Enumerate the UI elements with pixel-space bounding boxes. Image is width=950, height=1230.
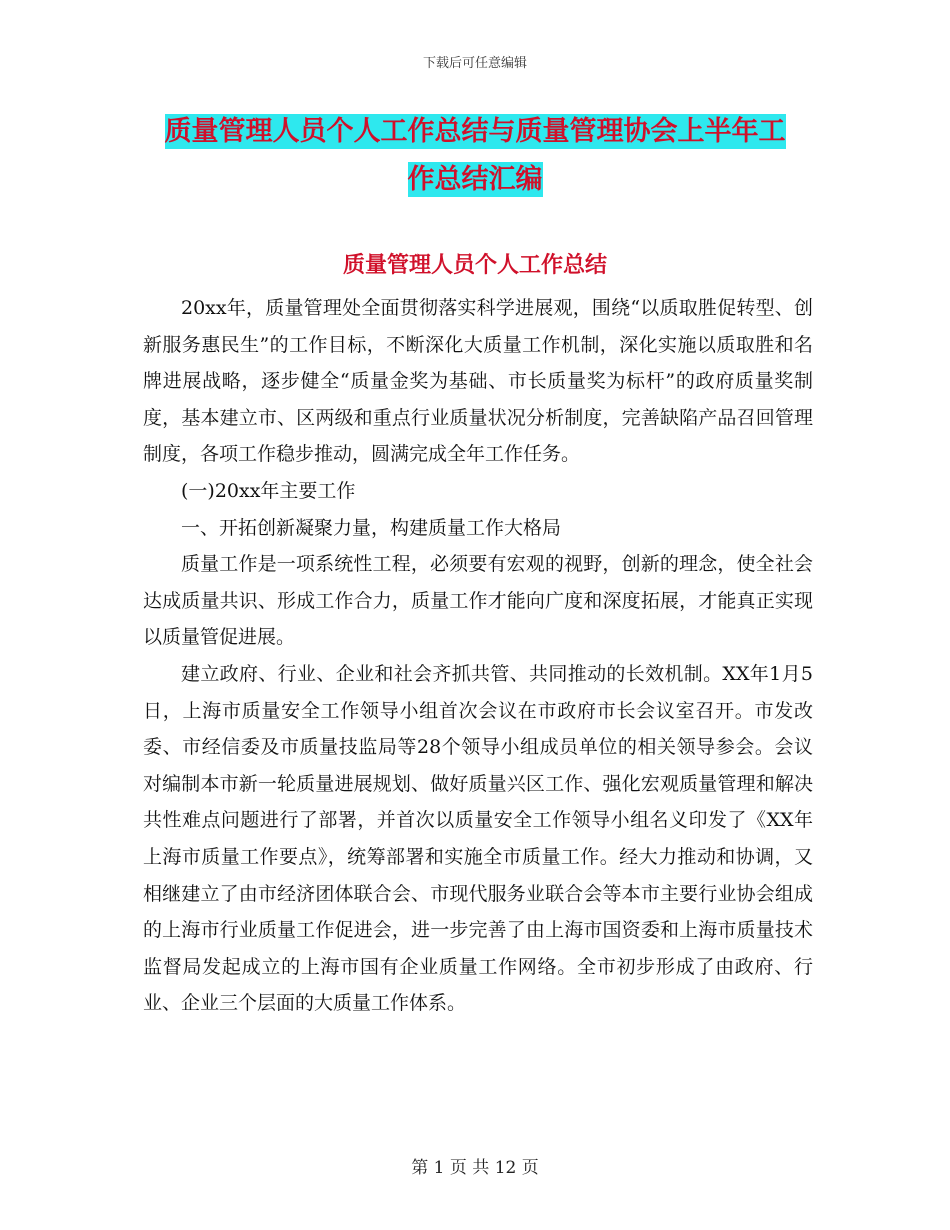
page-footer: 第 1 页 共 12 页 xyxy=(411,1158,539,1178)
paragraph: 建立政府、行业、企业和社会齐抓共管、共同推动的长效机制。XX年1月5日，上海市质量安全工作领导小组首次会议在市政府市长会议室召开。市发改委、市经信委及市质量技监局等28个领导小组成员单位的相关领导参会。会议对编制本市新一轮质量进展规划、做好质量兴区工作、强化宏观质量管理和解决共性难点问题进行了部署，并首次以质量安全工作领导小组名义印发了《XX年上海市质量工作要点》，统筹部署和实施全市质量工作。经大力推动和协调，又相继建立了由市经济团体联合会、市现代服务业联合会等本市主要行业协会组成的上海市行业质量工作促进会，进一步完善了由上海市国资委和上海市质量技术监督局发起成立的上海市国有企业质量工作网络。全市初步形成了由政府、行业、企业三个层面的大质量工作体系。 xyxy=(143,662,813,1015)
section-title: 质量管理人员个人工作总结 xyxy=(342,252,607,278)
subheading: (一)20xx年主要工作 xyxy=(181,479,356,502)
title-line-1: 质量管理人员个人工作总结与质量管理协会上半年工 xyxy=(164,116,786,147)
paragraph: 质量工作是一项系统性工程，必须要有宏观的视野，创新的理念，使全社会达成质量共识、形成工作合力，质量工作才能向广度和深度拓展，才能真正实现以质量管促进展。 xyxy=(143,553,813,649)
subheading: 一、开拓创新凝聚力量，构建质量工作大格局 xyxy=(181,516,562,539)
header-note: 下载后可任意编辑 xyxy=(422,56,527,71)
title-line-2: 作总结汇编 xyxy=(407,164,543,195)
document-body xyxy=(143,290,813,1022)
document-title xyxy=(0,108,950,204)
paragraph: 20xx年，质量管理处全面贯彻落实科学进展观，围绕“以质取胜促转型、创新服务惠民生”的工作目标，不断深化大质量工作机制，深化实施以质取胜和名牌进展战略，逐步健全“质量金奖为基础、市长质量奖为标杆”的政府质量奖制度，基本建立市、区两级和重点行业质量状况分析制度，完善缺陷产品召回管理制度，各项工作稳步推动，圆满完成全年工作任务。 xyxy=(143,297,813,466)
